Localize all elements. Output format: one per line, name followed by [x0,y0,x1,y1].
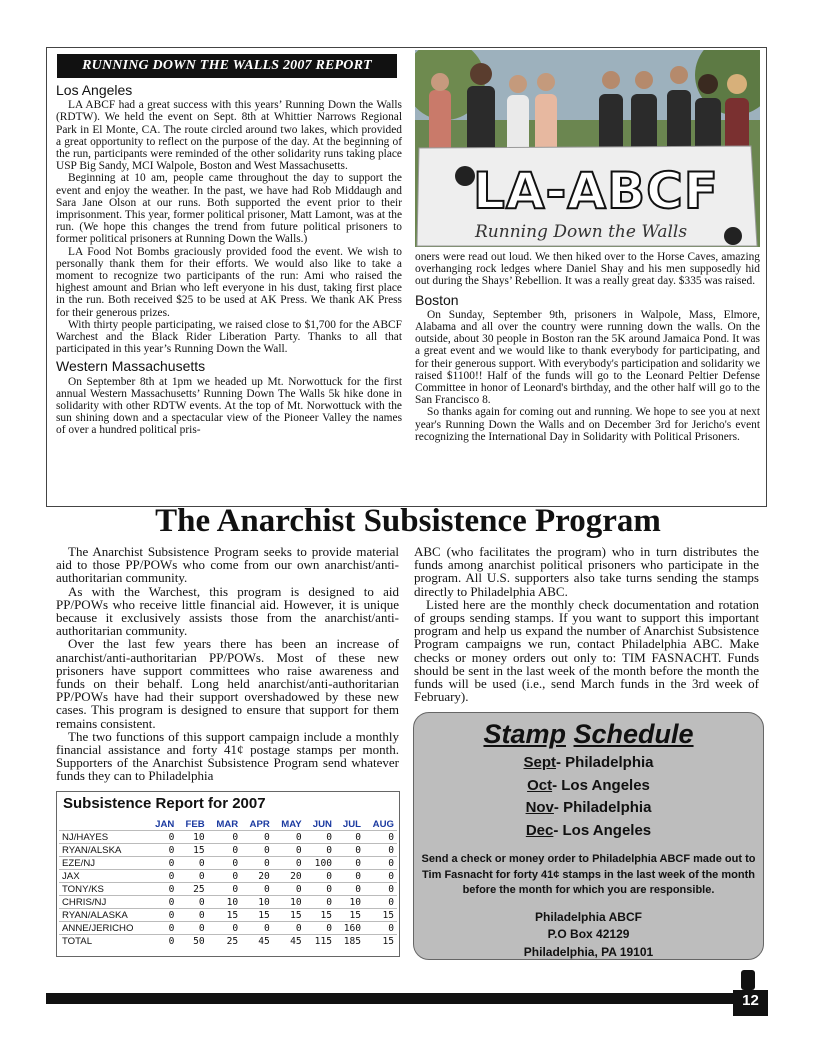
schedule-city: - Philadelphia [553,799,652,816]
la-paragraph-2: Beginning at 10 am, people came throughout the day to support the event and enjoy the weather. In the past, we have had Rob Middaugh and Sara Jane Olson at our runs. Both supported the event prior to their imprisonment. This year, former political prisoner, Matt Lamont, was at the run. (We hope this changes the trend from future political prisoners to former political prisoners at Running Down the Walls.) [56,172,402,246]
table-cell: 0 [364,870,397,883]
table-cell: 0 [364,883,397,896]
asp-paragraph-1: The Anarchist Subsistence Program seeks to provide material aid to those PP/POWs who come from our own anarchist/anti-authoritarian community. [56,544,399,586]
report-column-header: JUL [342,818,362,830]
table-cell: 0 [177,909,207,922]
table-cell: 10 [335,896,364,909]
stamp-schedule-box [413,712,764,960]
report-column-header: JUN [312,818,332,830]
wm-paragraph-1: On September 8th at 1pm we headed up Mt. Norwottuck for the first annual Western Massachusetts’ Running Down The Walls 5k hike done in solidarity with other RDTW events. At the top of Mt. Norwottuck with the sun shining down and a spectacular view of the Pioneer Valley the names of over a hundred political pris- [56,375,402,437]
table-cell: 0 [147,831,177,844]
schedule-item [414,797,763,820]
report-column-header: AUG [372,818,394,830]
page-number: 12 [742,992,759,1009]
table-row [59,883,397,896]
la-heading: Los Angeles [56,82,133,98]
photo-banner-text: LA-ABCF [473,162,719,220]
table-cell: 0 [147,935,177,948]
table-cell: 15 [364,935,397,948]
table-cell: 15 [208,909,242,922]
report-column-header: APR [249,818,270,830]
page-number-badge [733,970,768,1016]
mailing-address [414,909,763,962]
table-cell: 45 [273,935,305,948]
asp-paragraph-4-continued: ABC (who facilitates the program) who in turn distributes the funds among anarchist political prisoners who participate in the program. All U.S. supporters also take turns sending the stamps directly to Philadelphia ABC. [414,544,759,599]
table-cell: 100 [305,857,335,870]
boston-heading: Boston [415,291,459,308]
table-row [59,935,397,948]
report-banner: RUNNING DOWN THE WALLS 2007 REPORT [57,54,397,78]
table-cell: 0 [305,883,335,896]
report-header-row [59,818,397,831]
table-cell: 10 [273,896,305,909]
la-paragraph-4: With thirty people participating, we raised close to $1,700 for the ABCF Warchest and the Black Rider Liberation Party. Thanks to all that participated in this year’s Running Down the Wall. [56,318,402,356]
table-cell: 25 [208,935,242,948]
table-cell: 0 [364,857,397,870]
left-column [56,82,402,437]
table-cell: 0 [147,909,177,922]
report-column-header: MAY [281,818,302,830]
address-line-3: Philadelphia, PA 19101 [523,944,654,959]
footer-bar [46,993,733,1004]
table-cell: 0 [241,844,273,857]
schedule-item [414,752,763,775]
asp-title: The Anarchist Subsistence Program [155,503,661,539]
stamp-title-word-1: Stamp [483,719,566,749]
wm-paragraph-1-continued: oners were read out loud. We then hiked over to the Horse Caves, amazing overhanging rock ledges where Daniel Shay and his men supposedly hid out during the Shays’ Rebellion. It was a really great day. $335 was raised. [415,251,760,288]
table-cell: 0 [147,870,177,883]
table-cell: 0 [305,844,335,857]
table-cell: 45 [241,935,273,948]
table-cell: 0 [335,870,364,883]
table-cell: 0 [305,831,335,844]
table-cell: 115 [305,935,335,948]
row-label: TOTAL [59,935,147,948]
row-label: CHRIS/NJ [59,896,147,909]
table-cell: 20 [273,870,305,883]
table-cell: 15 [335,909,364,922]
table-cell: 0 [364,922,397,935]
report-column-header: JAN [155,818,175,830]
table-row [59,844,397,857]
table-cell: 0 [208,922,242,935]
table-cell: 0 [208,857,242,870]
address-line-1: Philadelphia ABCF [535,909,642,924]
report-column-header: FEB [185,818,205,830]
table-cell: 10 [241,896,273,909]
address-line-2: P.O Box 42129 [547,927,630,941]
report-column-header: MAR [216,818,239,830]
table-cell: 0 [177,870,207,883]
schedule-month: Oct [527,776,553,794]
table-cell: 15 [273,909,305,922]
wm-heading: Western Massachusetts [56,358,206,375]
asp-paragraph-2: As with the Warchest, this program is designed to aid PP/POWs who receive little financial aid. However, it is unique because it exclusively assists those from the anarchist/anti-authoritarian community. [56,583,399,639]
table-cell: 0 [241,883,273,896]
schedule-item [414,775,763,798]
table-cell: 0 [241,831,273,844]
table-cell: 0 [364,831,397,844]
table-cell: 15 [241,909,273,922]
report-title: Subsistence Report for 2007 [63,795,266,812]
table-cell: 0 [305,922,335,935]
table-row [59,857,397,870]
table-row [59,922,397,935]
table-cell: 0 [335,857,364,870]
table-cell: 0 [177,922,207,935]
table-cell: 160 [335,922,364,935]
table-cell: 0 [147,844,177,857]
table-cell: 0 [147,883,177,896]
table-cell: 0 [305,870,335,883]
row-label: RYAN/ALASKA [59,909,147,922]
table-cell: 0 [147,896,177,909]
table-cell: 25 [177,883,207,896]
schedule-city: - Los Angeles [553,821,652,839]
table-cell: 10 [208,896,242,909]
report-body [59,831,397,948]
stamp-instructions: Send a check or money order to Philadelphia ABCF made out to Tim Fasnacht for forty 41¢ stamps in the last week of the month before the month for which you are responsible. [421,853,756,896]
table-cell: 0 [208,870,242,883]
photo-banner-subtext: Running Down the Walls [475,222,688,242]
table-cell: 0 [273,844,305,857]
asp-paragraph-3: Over the last few years there has been an increase of anarchist/anti-authoritarian PP/POWs. Most of these new prisoners have support committees who raise awareness and funds on their behalf. Long held anarchist/anti-authoritarian PP/POWs have had their support overshadowed by these new cases. This program is designed to ensure that support for them remains consistent. [56,636,399,731]
table-cell: 0 [241,857,273,870]
table-cell: 20 [241,870,273,883]
table-cell: 0 [273,831,305,844]
table-cell: 15 [364,909,397,922]
schedule-month: Dec [525,821,554,839]
stamp-title-word-2: Schedule [573,719,694,749]
schedule-month: Sept [523,754,556,771]
report-table [59,818,397,947]
row-label: TONY/KS [59,883,147,896]
table-cell: 0 [364,844,397,857]
table-cell: 15 [177,844,207,857]
asp-paragraph-4: The two functions of this support campaign include a monthly financial assistance and forty 41¢ postage stamps per month. Supporters of the Anarchist Subsistence Program send whatever funds they can to Philadelphia [56,728,399,784]
table-row [59,831,397,844]
table-row [59,870,397,883]
table-cell: 0 [208,831,242,844]
table-cell: 0 [305,896,335,909]
boston-paragraph-2: So thanks again for coming out and running. We hope to see you at next year's Running Down the Walls and on December 3rd for Jericho's event recognizing the International Day in Solidarity with Political Prisoners. [415,406,760,443]
table-cell: 0 [335,883,364,896]
row-label: NJ/HAYES [59,831,147,844]
boston-paragraph-1: On Sunday, September 9th, prisoners in Walpole, Mass, Elmore, Alabama and all over the country were running down the walls. On the outside, about 30 people in Boston ran the 5K around Jamaica Pond. It was a great event and we would like to thank everybody for participating, and for their generous support. With everybody's participation and solidarity we raised $1100!! Half of the funds will go to the Leonard Peltier Defense Committee in honor of Leonard's birthday, and the other half will go to the San Francisco 8. [415,308,760,407]
table-cell: 0 [177,857,207,870]
row-label: EZE/NJ [59,857,147,870]
table-cell: 0 [335,844,364,857]
table-cell: 0 [241,922,273,935]
schedule-city: - Philadelphia [556,754,654,771]
table-row [59,909,397,922]
la-paragraph-1: LA ABCF had a great success with this years’ Running Down the Walls (RDTW). We held the event on Sept. 8th at Whittier Narrows Regional Park in El Monte, CA. The route circled around two lakes, which provided a great opportunity to reflect on the purpose of the day. At the beginning of the run, participants were reminded of the other solidarity runs taking place USP Big Sandy, MCI Walpole, Boston and West Massachusetts. [56,99,402,173]
table-cell: 0 [147,857,177,870]
stamp-schedule-title [414,719,763,750]
table-cell: 0 [147,922,177,935]
table-cell: 0 [273,883,305,896]
subsistence-report [56,791,400,957]
table-cell: 0 [335,831,364,844]
table-cell: 185 [335,935,364,948]
group-photo [415,50,760,247]
table-cell: 50 [177,935,207,948]
schedule-month: Nov [525,799,554,816]
table-cell: 0 [208,844,242,857]
asp-paragraph-5: Listed here are the monthly check documentation and rotation of groups sending stamps. If you want to support this important program and help us expand the number of Anarchist Subsistence Program campaigns we run, contact Philadelphia ABC. Make checks or money orders out only to: TIM FASNACHT. Funds should be sent in the last week of the month before the month the funds will be used (i.e., send March funds in the 3rd week of February). [414,596,759,705]
asp-right-column [414,545,759,703]
asp-left-column [56,545,399,783]
table-cell: 0 [364,896,397,909]
table-cell: 0 [273,857,305,870]
table-cell: 0 [208,883,242,896]
table-cell: 10 [177,831,207,844]
table-row [59,896,397,909]
right-column [415,251,760,443]
table-cell: 0 [273,922,305,935]
row-label: JAX [59,870,147,883]
table-cell: 0 [177,896,207,909]
schedule-city: - Los Angeles [552,776,650,794]
report-column-header [59,818,147,831]
row-label: ANNE/JERICHO [59,922,147,935]
table-cell: 15 [305,909,335,922]
la-paragraph-3: LA Food Not Bombs graciously provided food the event. We wish to personally thank them for their efforts. We would also like to take a moment to recognize two participants of the run: Ami who raised the highest amount and Brian who left everyone in his dust, taking first place in the run. Both received $25 to be used at AK Press. We thank AK Press for their generous prizes. [56,245,402,319]
schedule-item [414,820,763,843]
row-label: RYAN/ALSKA [59,844,147,857]
